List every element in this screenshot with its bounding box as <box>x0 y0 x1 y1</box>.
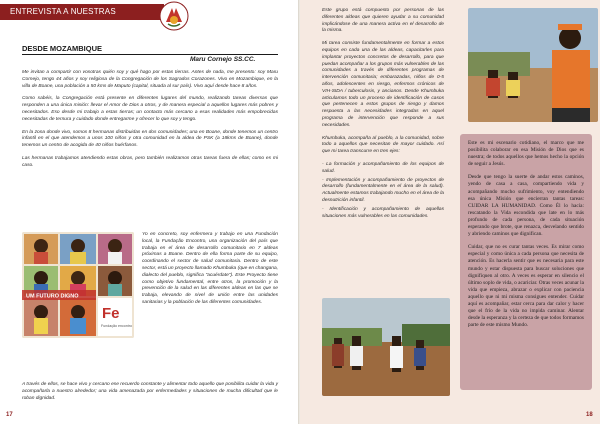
children-collage-image <box>22 232 134 338</box>
page-number-right: 18 <box>586 412 593 418</box>
fundacao-logo-text: Fundação encontro <box>101 324 132 328</box>
paragraph: En la zona donde vivo, somos 8 hermanas distribuidas en dos comunidades; una en Boane, donde tenemos un centro infantil en el que atendemos a unos 100 niños y otra comunidad en la aldea de PSK (a 18kms de Boane), donde tenemos un centro de acogida de 40 niños huérfanos. <box>22 129 278 149</box>
fundacao-logo-letters: Fe <box>102 305 120 322</box>
sidebar-paragraph: Cuidar, que no es curar tantas veces. Es mirar como especial y como única a cada persona que necesita de atención. Es hacerla sentir que es necesaria para este mundo y estar dispuesta para buscar soluciones que dignifiquen al otro. A veces es esperar en silencio el último soplo de vida, o acariciar. Otras veces acunar la vida que empieza, abrazar o explicar con paciencia aquello que ni mi misma consigues entender. Cuidar aquí es acompañar, estar cerca para dar calor y hacer que el frío de la vida no impida caminar. Alentar desde la esperanza y la certeza de que todos formamos parte de este mismo Mundo. <box>468 244 584 329</box>
sidebar-text <box>468 140 584 329</box>
paragraph: - Implementación y acompañamiento de proyectos de desarrollo (fundamentalmente en el área de la salud). Actualmente estamos trabajando mucho en el área de la desnutrición infantil. <box>322 177 444 203</box>
article-author: Maru Cornejo SS.CC. <box>190 56 256 63</box>
reflection-sidebar-box <box>460 134 592 390</box>
paragraph: Como sabéis, la Congregación está presente en diferentes lugares del mundo, realizando tareas diversas que responden a una única misión: llevar el Amor de Dios a otros, y de manera especial a aquellos lugares más pobres y necesitados. Eso desde mi trabajo a estas tierras; un contacto más cercano a esas realidades más empobrecidas necesitadas de ternura y cuidado donde entregarme y ofrecer lo que soy y tengo. <box>22 96 278 122</box>
article-title: DESDE MOZAMBIQUE <box>22 44 103 53</box>
title-underline <box>22 54 278 55</box>
worker-image <box>468 8 598 122</box>
worker-photo-top-right <box>468 8 598 122</box>
children-collage-photo <box>22 232 134 338</box>
mission-logo-icon <box>158 0 190 32</box>
left-column-text <box>22 70 278 226</box>
photo-banner-text: UM FUTURO DIGNO <box>26 293 79 300</box>
paragraph: Khumbuka, acompaña al pueblo, a la comunidad, sobre todo a aquellos que necesitan de mayor cuidado. Así que mi tarea transcurre en tres ejes: <box>322 135 444 155</box>
village-group-photo <box>322 298 450 396</box>
paragraph: - Identificación y acompañamiento de aquellas situaciones más vulnerables en las comunidades. <box>322 206 444 219</box>
village-group-image <box>322 298 450 396</box>
page-number-left: 17 <box>6 412 13 418</box>
right-page <box>300 0 600 424</box>
sidebar-paragraph: Desde que tengo la suerte de andar estos caminos, yendo de casa a casa, compartiendo vida y acompañando mucho sufrimiento, voy entendiendo esa única Misión que encierran tantas tareas: CUIDAR LA HUMANIDAD. Como Él lo hacía: rescatando la Vida escondida que late en lo más profundo de cada persona, de cada situación esperando que brote, que renazca, desvelando sentido y abriendo caminos que dignifican. <box>468 174 584 238</box>
paragraph: Las hermanas trabajamos atendiendo estas obras, pero también realizamos otras tareas fuera de ellas; como es mi caso. <box>22 155 278 168</box>
paragraph: Me invitan a compartir con vosotras quién soy y qué hago por estas tierras. Antes de nada, me presento: soy Maru Cornejo, tengo 44 años y soy religiosa de la Congregación de los Sagrados Corazones. Vivo en Mozambique, en la villa de Boane, una población a 50 kms de Maputo (capital, situada al sur país). Vivo aquí desde hace 8 años. <box>22 70 278 89</box>
sidebar-paragraph: Este es mi escenario cotidiano, el marco que me posibilita colaborar en esa Misión de Dios que es nuestra; de todos aquellos que hemos hecho la opción de seguir a Jesús. <box>468 140 584 168</box>
right-column-text <box>322 8 444 292</box>
paragraph: Este grupo está compuesto por personas de las diferentes aldeas que quieren ayudar a su comunidad implicándose de una manera activa en el desarrollo de la misma. <box>322 8 444 34</box>
section-header-band: ENTREVISTA A NUESTRAS HERMANAS <box>0 4 164 20</box>
middle-column-text: Yo en concreto, soy enfermera y trabajo en una Fundación local, la Fundação Encontro, una organización del país que trabaja en el área de desarrollo comunitario en 7 aldeas próximas a Boane. Dentro de ella forma parte de su equipo, coordinando el sector de salud comunitaria. Dentro de este sector, está un proyecto llamado Khumbuka (que en changana, dialecto del pueblo, significa "acuérdate"). Este Proyecto tiene como objetivo fundamental, entre otros, la promoción y la prevención de la salud en las diferentes aldeas en las que se trabaja, elevando de nivel de unión entre las unidades sanitarias y la población de las diferentes comunidades. <box>142 232 278 305</box>
paragraph: Mi tarea consiste fundamentalmente en formar a estos equipos en cada una de las aldeas, capacitarles para implantar proyectos concretos de desarrollo, para que puedan acompañar a los grupos más vulnerables de las comunidades a través de diferentes programas de intervención comunitaria; embarazadas, niños de 0-5 años, adolescentes en riesgo, enfermos crónicos de VIH-SIDA / tuberculosis, y ancianos. Desde Khumbuka articulamos todo un proceso de identificación de casos que pertenecen a estos grupos de riesgo y damos respuesta a las necesidades integradas en aquel programa de intervención que responde a sus necesidades. <box>322 41 444 128</box>
bottom-text: A través de ellos, se hace vivo y cercano ese recuerdo constante y alimentar todo aquello que posibilita cuidar la vida y acompañarla a nuestro alrededor; una vida amenazada por enfermedades y situaciones de mucha dificultad que le roban dignidad. <box>22 382 278 401</box>
paragraph: - La formación y acompañamiento de los equipos de salud. <box>322 161 444 174</box>
